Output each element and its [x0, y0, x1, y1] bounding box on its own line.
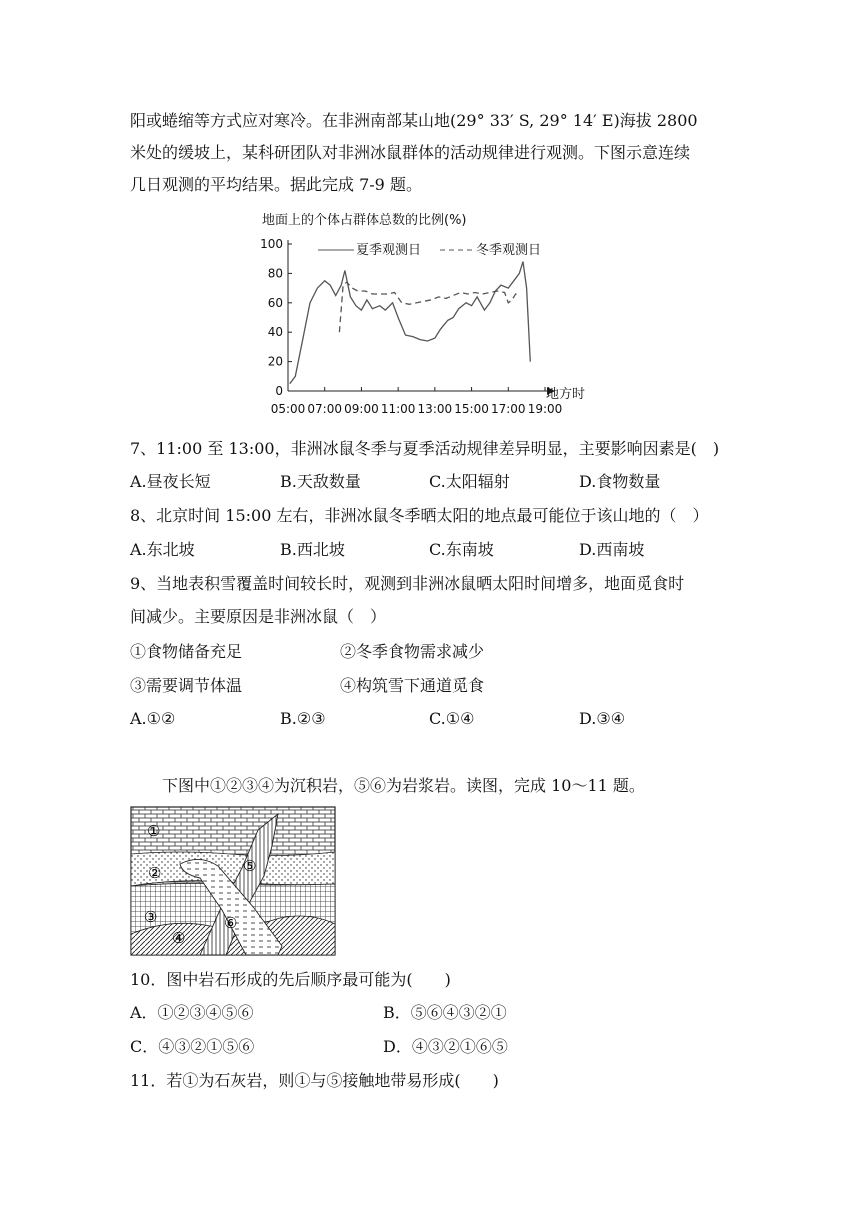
q9-stem-line-1: 9、当地表积雪覆盖时间较长时，观测到非洲冰鼠晒太阳时间增多，地面觅食时 [130, 574, 685, 593]
x-tick-label: 17:00 [490, 402, 526, 416]
q7-option-a[interactable]: A.昼夜长短 [130, 472, 211, 491]
rock-strata-diagram [130, 806, 336, 956]
q11-stem: 11．若①为石灰岩，则①与⑤接触地带易形成( ) [130, 1071, 499, 1090]
q9-choice-2: ②冬季食物需求减少 [340, 642, 485, 661]
y-tick-label: 80 [267, 266, 283, 281]
x-tick-label: 07:00 [307, 402, 343, 416]
q7-option-d[interactable]: D.食物数量 [579, 472, 661, 491]
x-tick-label: 15:00 [454, 402, 489, 416]
label-2: ② [148, 864, 162, 882]
q9-choice-3: ③需要调节体温 [130, 676, 243, 695]
q10-option-b[interactable]: B．⑤⑥④③②① [383, 1003, 507, 1022]
x-tick-label: 11:00 [380, 402, 416, 416]
q9-option-c[interactable]: C.①④ [429, 709, 475, 728]
q7-stem: 7、11:00 至 13:00，非洲冰鼠冬季与夏季活动规律差异明显，主要影响因素是( ) [130, 439, 720, 458]
chart-legend [318, 243, 541, 258]
y-tick-label: 100 [260, 237, 283, 251]
y-tick-label: 20 [267, 354, 283, 369]
q9-option-d[interactable]: D.③④ [579, 709, 626, 728]
activity-line-chart [258, 208, 610, 422]
q10-option-a[interactable]: A．①②③④⑤⑥ [130, 1003, 254, 1022]
q9-option-b[interactable]: B.②③ [280, 709, 326, 728]
q10-stem: 10．图中岩石形成的先后顺序最可能为( ) [130, 970, 451, 989]
label-5: ⑤ [243, 857, 257, 875]
x-tick-label: 13:00 [417, 402, 453, 416]
x-axis-label: 地方时 [546, 387, 586, 402]
q9-choice-4: ④构筑雪下通道觅食 [340, 676, 485, 695]
chart-axes [288, 240, 555, 395]
intro-line-2: 米处的缓坡上，某科研团队对非洲冰鼠群体的活动规律进行观测。下图示意连续 [130, 143, 691, 162]
series-summer-line [290, 262, 531, 384]
series-winter-line [339, 282, 519, 332]
y-tick-label: 60 [267, 295, 283, 310]
x-tick-label: 09:00 [344, 402, 379, 416]
label-4: ④ [172, 929, 186, 947]
rock-intro: 下图中①②③④为沉积岩，⑤⑥为岩浆岩。读图，完成 10～11 题。 [162, 776, 645, 795]
label-3: ③ [144, 908, 158, 926]
q9-stem-line-2: 间减少。主要原因是非洲冰鼠（ ） [130, 607, 387, 626]
legend-winter-label: 冬季观测日 [476, 243, 542, 258]
legend-summer-label: 夏季观测日 [356, 243, 422, 258]
q7-option-b[interactable]: B.天敌数量 [280, 472, 361, 491]
q9-option-a[interactable]: A.①② [130, 709, 176, 728]
q8-option-a[interactable]: A.东北坡 [130, 540, 195, 559]
intro-line-1: 阳或蜷缩等方式应对寒冷。在非洲南部某山地(29° 33′ S, 29° 14′ E)海拔 2800 [130, 111, 698, 130]
label-1: ① [147, 822, 161, 840]
q8-stem: 8、北京时间 15:00 左右，非洲冰鼠冬季晒太阳的地点最可能位于该山地的（ ） [130, 506, 709, 525]
label-6: ⑥ [224, 914, 238, 932]
layer-2 [131, 852, 335, 886]
x-tick-label: 19:00 [527, 402, 563, 416]
q8-option-d[interactable]: D.西南坡 [579, 540, 645, 559]
q8-option-c[interactable]: C.东南坡 [429, 540, 494, 559]
y-tick-label: 0 [275, 384, 283, 398]
intro-line-3: 几日观测的平均结果。据此完成 7-9 题。 [130, 175, 422, 194]
q8-option-b[interactable]: B.西北坡 [280, 540, 345, 559]
q10-option-d[interactable]: D．④③②①⑥⑤ [383, 1037, 508, 1056]
y-tick-label: 40 [267, 325, 283, 340]
chart-title: 地面上的个体占群体总数的比例(%) [262, 213, 467, 228]
q10-option-c[interactable]: C．④③②①⑤⑥ [130, 1037, 255, 1056]
q7-option-c[interactable]: C.太阳辐射 [429, 472, 510, 491]
x-tick-label: 05:00 [270, 402, 306, 416]
y-tick-labels [260, 237, 292, 398]
q9-choice-1: ①食物储备充足 [130, 642, 243, 661]
